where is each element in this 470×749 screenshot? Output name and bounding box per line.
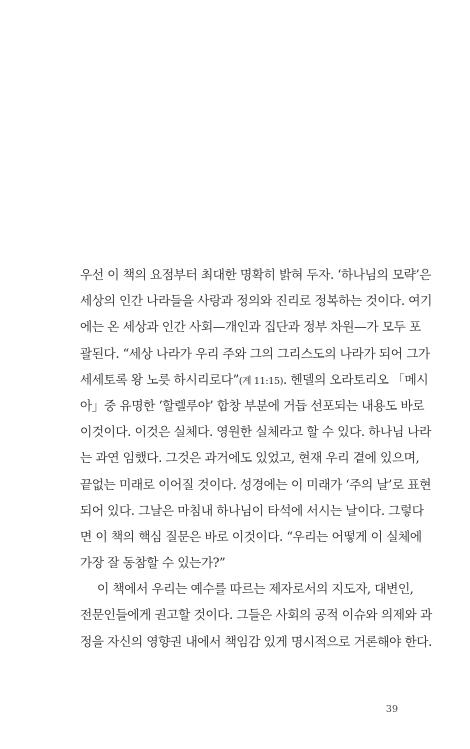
text-line: 되어 있다. 그날은 마침내 하나님이 타석에 서시는 날이다. 그렇다 <box>80 502 424 518</box>
text-line: 가장 잘 동참할 수 있는가?” <box>80 555 226 571</box>
text-line: 정을 자신의 영향권 내에서 책임감 있게 명시적으로 거론해야 한다. <box>80 633 432 649</box>
text-line: 세상의 인간 나라들을 사랑과 정의와 진리로 정복하는 것이다. 여기 <box>80 293 432 309</box>
quote-end-text: 세세토록 왕 노릇 하시리로다” <box>80 371 239 387</box>
bible-citation: (계 11:15) <box>238 375 284 387</box>
text-line: 전문인들에게 권고할 것이다. 그들은 사회의 공적 이슈와 의제와 과 <box>80 607 432 623</box>
text-line: 우선 이 책의 요점부터 최대한 명확히 밝혀 두자. ‘하나님의 모략’은 <box>80 267 432 282</box>
text-line: 이 책에서 우리는 예수를 따르는 제자로서의 지도자, 대변인, <box>97 581 414 597</box>
handel-reference-text: . 헨델의 오라토리오 「메시 <box>283 371 429 387</box>
text-line: 괄된다. “세상 나라가 우리 주와 그의 그리스도의 나라가 되어 그가 <box>80 345 430 361</box>
text-line-with-citation <box>80 367 429 393</box>
text-line: 면 이 책의 핵심 질문은 바로 이것이다. “우리는 어떻게 이 실체에 <box>80 528 422 544</box>
body-text <box>80 262 432 655</box>
paragraph-2 <box>80 576 432 655</box>
text-line: 는 과연 임했다. 그것은 과거에도 있었고, 현재 우리 곁에 있으며, <box>80 450 420 466</box>
paragraph-1 <box>80 262 432 576</box>
text-line: 아」중 유명한 ‘할렐루야’ 합창 부분에 거듭 선포되는 내용도 바로 <box>80 397 425 413</box>
text-line: 이것이다. 이것은 실체다. 영원한 실체라고 할 수 있다. 하나님 나라 <box>80 424 432 440</box>
text-line: 끝없는 미래로 이어질 것이다. 성경에는 이 미래가 ‘주의 날’로 표현 <box>80 476 432 492</box>
text-line: 에는 온 세상과 인간 사회—개인과 집단과 정부 차원—가 모두 포 <box>80 319 421 335</box>
page-number: 39 <box>385 704 398 715</box>
